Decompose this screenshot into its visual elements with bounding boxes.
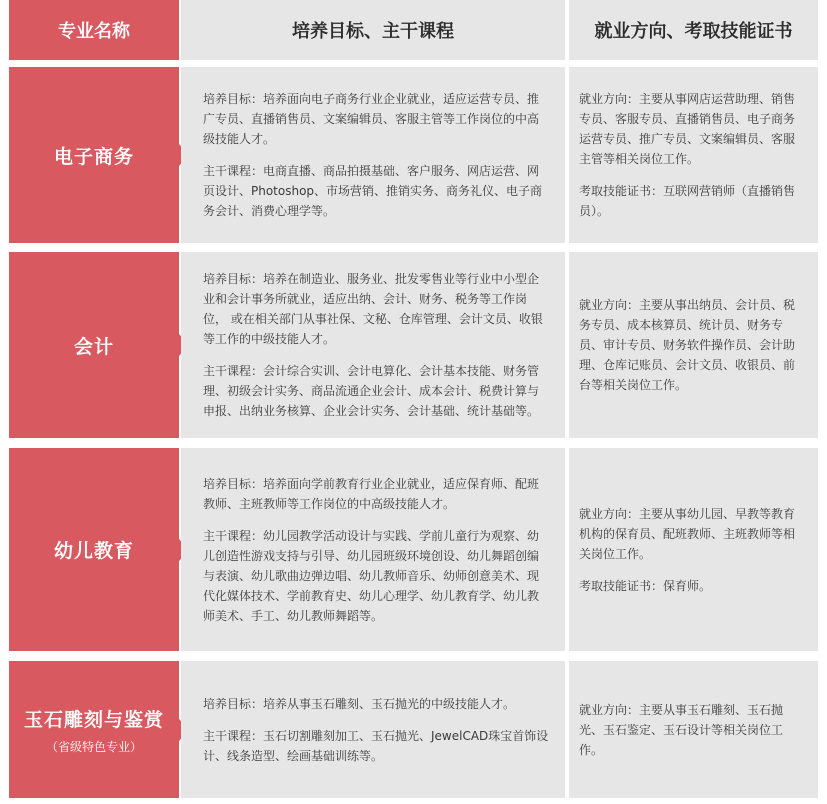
major-name-cell bbox=[9, 67, 179, 243]
career-direction: 就业方向：主要从事玉石雕刻、玉石抛光、玉石鉴定、玉石设计等相关岗位工作。 bbox=[579, 702, 784, 757]
main-courses: 主干课程：幼儿园教学活动设计与实践、学前儿童行为观察、幼儿创造性游戏支持与引导、幼儿园班级环境创设、幼儿舞蹈创编与表演、幼儿歌曲边弹边唱、幼儿教师音乐、幼师创意美术、现代化媒体技术、学前教育史、幼儿心理学、幼儿教育学、幼儿教师美术、手工、幼儿教师舞蹈等。 bbox=[203, 528, 540, 623]
goal-course-cell bbox=[181, 252, 565, 438]
goal-course-cell bbox=[181, 448, 565, 651]
career-cert-cell bbox=[569, 67, 818, 243]
major-name: 电子商务 bbox=[53, 145, 134, 168]
major-name-cell bbox=[9, 252, 179, 438]
training-goal: 培养目标：培养从事玉石雕刻、玉石抛光的中级技能人才。 bbox=[203, 696, 516, 711]
main-courses: 主干课程：会计综合实训、会计电算化、会计基本技能、财务管理、初级会计实务、商品流通企业会计、成本会计、税费计算与申报、出纳业务核算、企业会计实务、会计基础、统计基础等。 bbox=[203, 364, 540, 418]
major-name: 玉石雕刻与鉴赏 bbox=[23, 708, 164, 731]
main-courses: 主干课程：玉石切割雕刻加工、玉石抛光、JewelCAD珠宝首饰设计、线条造型、绘画基础训练等。 bbox=[203, 728, 549, 763]
skill-certificate: 考取技能证书：互联网营销师（直播销售员）。 bbox=[579, 184, 796, 218]
career-cert-cell bbox=[569, 252, 818, 438]
major-name-cell bbox=[9, 448, 179, 651]
header-goal-course: 培养目标、主干课程 bbox=[181, 0, 565, 60]
training-goal: 培养目标：培养面向学前教育行业企业就业，适应保育师、配班教师、主班教师等工作岗位的中高级技能人才。 bbox=[203, 476, 540, 511]
major-name-cell bbox=[9, 661, 179, 798]
career-cert-cell bbox=[569, 661, 818, 798]
header-career-cert: 就业方向、考取技能证书 bbox=[569, 0, 818, 60]
training-goal: 培养目标：培养面向电子商务行业企业就业，适应运营专员、推广专员、直播销售员、文案编辑员、客服主管等工作岗位的中高级技能人才。 bbox=[203, 92, 540, 146]
training-goal: 培养目标：培养在制造业、服务业、批发零售业等行业中小型企业和会计事务所就业，适应出纳、会计、财务、税务等工作岗位， 或在相关部门从事社保、文秘、仓库管理、会计文员、收银等工作的中级技能人才。 bbox=[203, 272, 543, 346]
main-courses: 主干课程：电商直播、商品拍摄基础、客户服务、网店运营、网页设计、Photoshop、市场营销、推销实务、商务礼仪、电子商务会计、消费心理学等。 bbox=[203, 164, 543, 218]
career-direction: 就业方向：主要从事幼儿园、早教等教育机构的保育员、配班教师、主班教师等相关岗位工作。 bbox=[579, 506, 796, 561]
major-name: 会计 bbox=[73, 335, 114, 358]
goal-course-cell bbox=[181, 67, 565, 243]
major-name: 幼儿教育 bbox=[53, 540, 134, 562]
career-direction: 就业方向：主要从事出纳员、会计员、税务专员、成本核算员、统计员、财务专员、审计专员、财务软件操作员、会计助理、仓库记账员、会计文员、收银员、前台等相关岗位工作。 bbox=[579, 298, 796, 392]
header-major-name: 专业名称 bbox=[9, 0, 179, 60]
skill-certificate: 考取技能证书：保育师。 bbox=[579, 578, 712, 593]
career-direction: 就业方向：主要从事网店运营助理、销售专员、客服专员、直播销售员、电子商务运营专员、推广专员、文案编辑员、客服主管等相关岗位工作。 bbox=[579, 92, 796, 166]
goal-course-cell bbox=[181, 661, 565, 798]
major-subtitle: （省级特色专业） bbox=[45, 739, 142, 754]
career-cert-cell bbox=[569, 448, 818, 651]
